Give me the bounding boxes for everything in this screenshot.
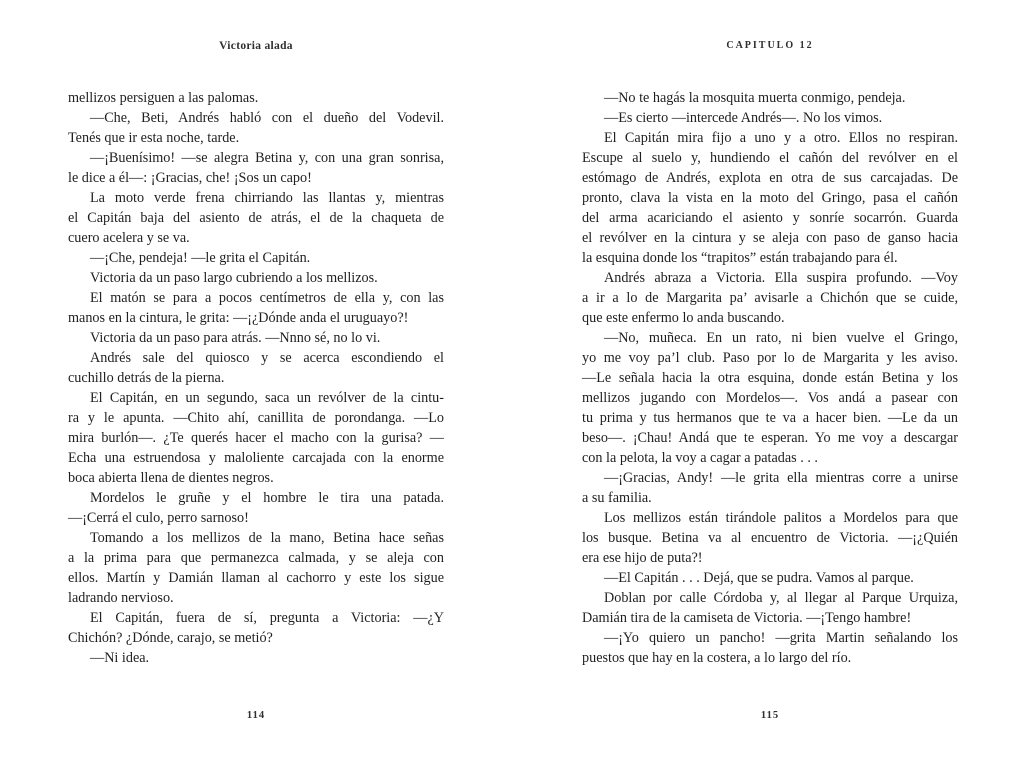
text-line: la esquina donde los “trapitos” están trabajando para él. bbox=[582, 250, 898, 266]
text-line: Chichón? ¿Dónde, carajo, se metió? bbox=[68, 630, 273, 646]
text-line: —¡Cerrá el culo, perro sarnoso! bbox=[68, 510, 249, 526]
text-line: Los mellizos están tirándole palitos a Mordelos para que bbox=[604, 510, 958, 526]
text-line: a la prima para que permanezca calmada, y se aleja con bbox=[68, 550, 444, 566]
text-line: El Capitán mira fijo a uno y a otro. Ellos no respiran. bbox=[604, 130, 958, 146]
text-line: —¡Che, pendeja! —le grita el Capitán. bbox=[90, 250, 311, 266]
text-line: —¡Buenísimo! —se alegra Betina y, con una gran sonrisa, bbox=[90, 150, 444, 166]
text-line: cuero acelera y se va. bbox=[68, 230, 190, 246]
text-line: el Capitán baja del asiento de atrás, el de la chaqueta de bbox=[68, 210, 444, 226]
text-line: manos en la cintura, le grita: —¡¿Dónde anda el uruguayo?! bbox=[68, 310, 409, 326]
text-line: cuchillo detrás de la pierna. bbox=[68, 370, 225, 386]
text-line: que este enfermo lo anda buscando. bbox=[582, 310, 785, 326]
text-line: —Es cierto —intercede Andrés—. No los vimos. bbox=[604, 110, 883, 126]
text-line: puestos que hay en la costera, a lo largo del río. bbox=[582, 650, 852, 666]
text-line: —No, muñeca. En un rato, ni bien vuelve el Gringo, bbox=[604, 330, 958, 346]
text-line: pronto, clava la vista en la moto del Gringo, pasa el cañón bbox=[582, 190, 958, 206]
text-line: estómago de Andrés, explota en otra de sus carcajadas. De bbox=[582, 170, 958, 186]
text-line: El matón se para a pocos centímetros de ella y, con las bbox=[90, 290, 444, 306]
text-line: a ir a lo de Margarita pa’ avisarle a Chichón que se cuide, bbox=[582, 290, 958, 306]
text-line: Damián tira de la camiseta de Victoria. —¡Tengo hambre! bbox=[582, 610, 912, 626]
right-running-header: CAPITULO 12 bbox=[726, 40, 814, 51]
right-page bbox=[582, 0, 958, 768]
text-line: Andrés abraza a Victoria. Ella suspira profundo. —Voy bbox=[604, 270, 958, 286]
text-line: a su familia. bbox=[582, 490, 652, 506]
text-line: beso—. ¡Chau! Andá que te esperan. Yo me voy a descargar bbox=[582, 430, 958, 446]
text-line: ladrando nervioso. bbox=[68, 590, 174, 606]
text-line: mellizos persiguen a las palomas. bbox=[68, 90, 259, 106]
text-line: Escupe al suelo y, hundiendo el cañón del revólver en el bbox=[582, 150, 958, 166]
left-text-column bbox=[68, 88, 444, 668]
text-line: tu prima y tus hermanos que te va a hacer bien. —Le da un bbox=[582, 410, 958, 426]
text-line: —No te hagás la mosquita muerta conmigo, pendeja. bbox=[604, 90, 906, 106]
text-line: Mordelos le gruñe y el hombre le tira una patada. bbox=[90, 490, 444, 506]
text-line: Doblan por calle Córdoba y, al llegar al Parque Urquiza, bbox=[604, 590, 958, 606]
text-line: el revólver en la cintura y se aleja con paso de ganso hacia bbox=[582, 230, 958, 246]
left-page bbox=[68, 0, 444, 768]
text-line: Victoria da un paso largo cubriendo a los mellizos. bbox=[90, 270, 378, 286]
text-line: Tenés que ir esta noche, tarde. bbox=[68, 130, 240, 146]
text-line: los busque. Betina va al encuentro de Victoria. —¡¿Quién bbox=[582, 530, 958, 546]
text-line: Tomando a los mellizos de la mano, Betina hace señas bbox=[90, 530, 444, 546]
text-line: —¡Yo quiero un pancho! —grita Martin señalando los bbox=[604, 630, 958, 646]
text-line: Echa una estruendosa y maloliente carcajada con la enorme bbox=[68, 450, 444, 466]
text-line: El Capitán, fuera de sí, pregunta a Victoria: —¿Y bbox=[90, 610, 444, 626]
text-line: le dice a él—: ¡Gracias, che! ¡Sos un capo! bbox=[68, 170, 312, 186]
text-line: —Le señala hacia la otra esquina, donde están Betina y los bbox=[582, 370, 958, 386]
text-line: El Capitán, en un segundo, saca un revólver de la cintu- bbox=[90, 390, 444, 406]
text-line: mira burlón—. ¿Te querés hacer el macho con la gurisa? — bbox=[68, 430, 444, 446]
left-running-header: Victoria alada bbox=[219, 40, 293, 52]
text-line: ra y le apunta. —Chito ahí, canillita de porondanga. —Lo bbox=[68, 410, 444, 426]
text-line: —El Capitán . . . Dejá, que se pudra. Vamos al parque. bbox=[604, 570, 914, 586]
text-line: mellizos jugando con Mordelos—. Vos andá a pasear con bbox=[582, 390, 958, 406]
text-line: era ese hijo de puta?! bbox=[582, 550, 703, 566]
text-line: boca abierta llena de dientes negros. bbox=[68, 470, 274, 486]
right-page-number: 115 bbox=[760, 710, 780, 721]
text-line: Victoria da un paso para atrás. —Nnno sé, no lo vi. bbox=[90, 330, 381, 346]
text-line: —Che, Beti, Andrés habló con el dueño del Vodevil. bbox=[90, 110, 444, 126]
text-line: —¡Gracias, Andy! —le grita ella mientras corre a unirse bbox=[604, 470, 958, 486]
text-line: yo me voy pa’l club. Paso por lo de Margarita y les aviso. bbox=[582, 350, 958, 366]
text-line: ellos. Martín y Damián llaman al cachorro y este los sigue bbox=[68, 570, 444, 586]
left-page-number: 114 bbox=[246, 710, 266, 721]
text-line: Andrés sale del quiosco y se acerca escondiendo el bbox=[90, 350, 444, 366]
text-line: La moto verde frena chirriando las llantas y, mientras bbox=[90, 190, 444, 206]
right-text-column bbox=[582, 88, 958, 668]
text-line: —Ni idea. bbox=[90, 650, 150, 666]
text-line: con la pelota, la voy a cagar a patadas . . . bbox=[582, 450, 818, 466]
text-line: del arma acariciando el asiento y sonríe socarrón. Guarda bbox=[582, 210, 958, 226]
